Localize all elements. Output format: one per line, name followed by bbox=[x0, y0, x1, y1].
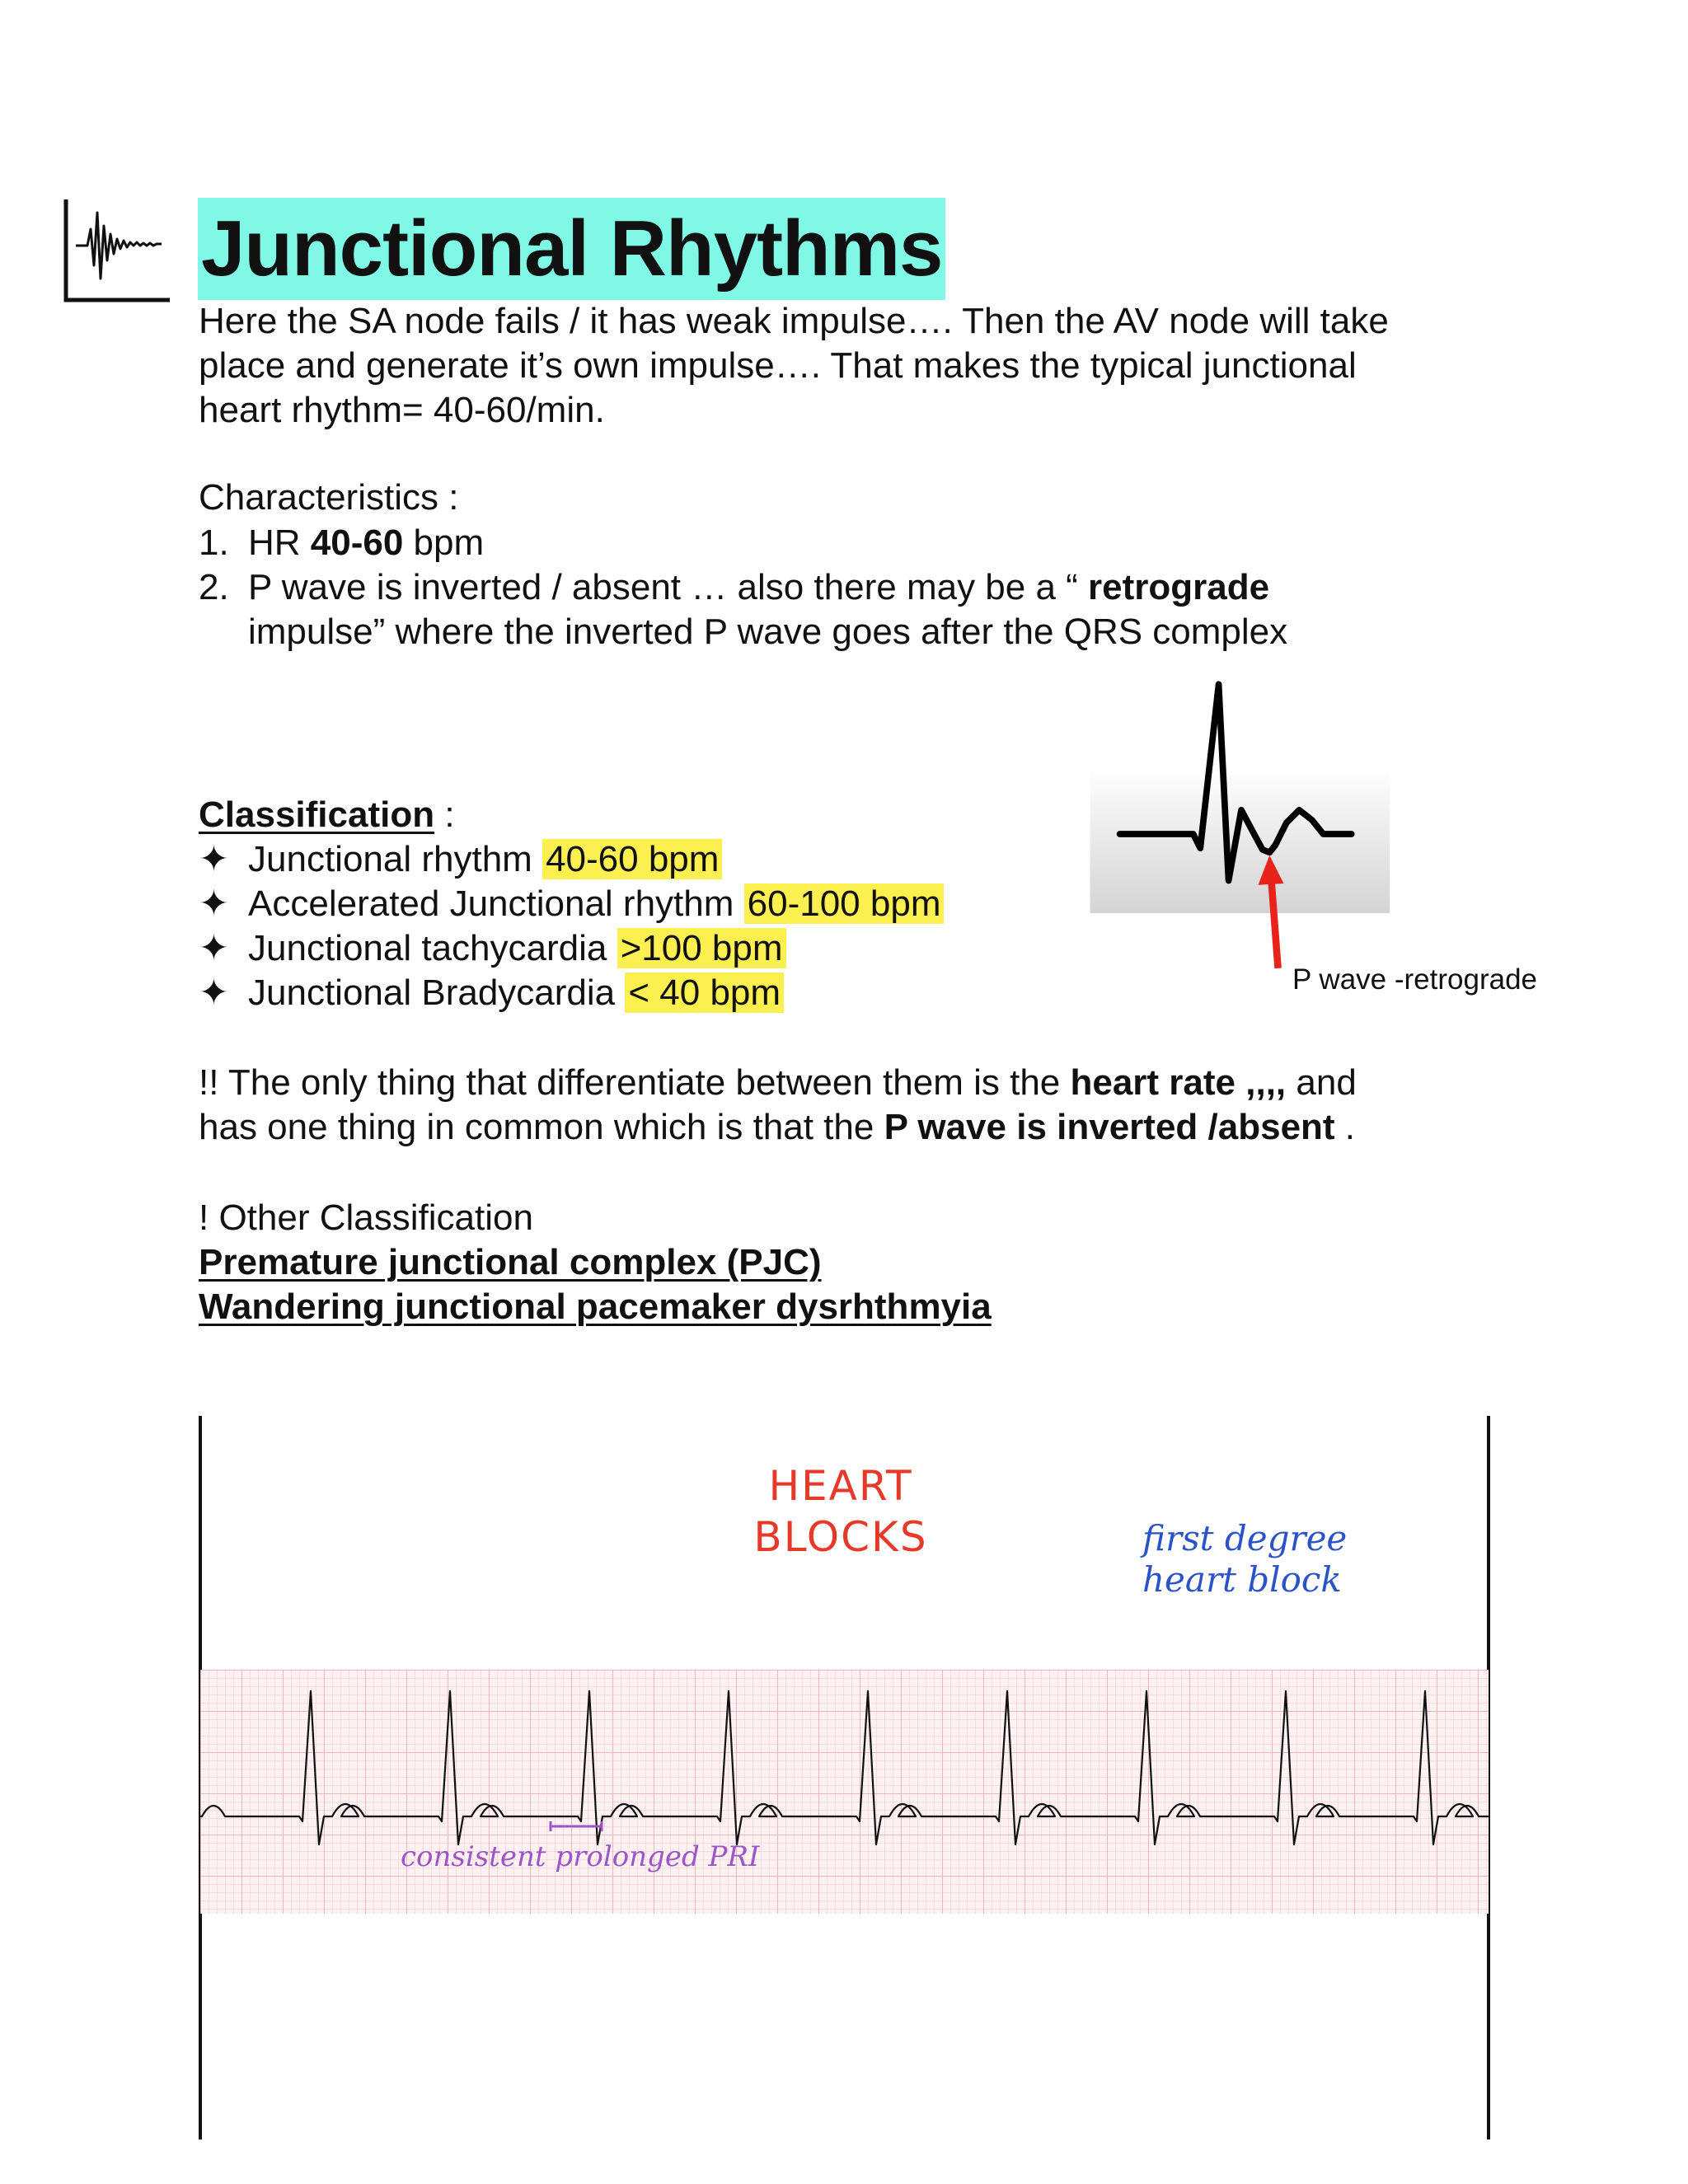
list-text: bpm bbox=[403, 523, 485, 563]
list-bold: retrograde bbox=[1088, 567, 1270, 607]
list-item bbox=[199, 837, 944, 882]
star-bullet-icon: ✦ bbox=[199, 839, 229, 879]
note-text: has one thing in common which is that the bbox=[199, 1107, 884, 1147]
rate-highlight: 40-60 bpm bbox=[542, 839, 722, 879]
star-bullet-icon: ✦ bbox=[199, 928, 229, 968]
intro-line: Here the SA node fails / it has weak impulse…. Then the AV node will take bbox=[199, 301, 1389, 341]
heart-blocks-title bbox=[742, 1460, 940, 1563]
note-bold: P wave is inverted /absent bbox=[884, 1107, 1335, 1147]
rate-highlight: 60-100 bpm bbox=[744, 883, 945, 924]
first-degree-heart-block-label bbox=[1142, 1518, 1390, 1601]
note-text: !! The only thing that differentiate between them is the bbox=[199, 1062, 1071, 1103]
classification-colon: : bbox=[434, 794, 455, 835]
heart-blocks-title-line: BLOCKS bbox=[753, 1513, 928, 1561]
rate-highlight: >100 bpm bbox=[617, 928, 786, 968]
rhythm-label: Accelerated Junctional rhythm bbox=[248, 883, 744, 924]
list-number: 2. bbox=[199, 567, 229, 607]
list-bold: 40-60 bbox=[310, 523, 404, 563]
list-item bbox=[199, 882, 944, 926]
rhythm-label: Junctional tachycardia bbox=[248, 928, 617, 968]
heart-blocks-title-line: HEART bbox=[768, 1462, 913, 1510]
pri-annotation: consistent prolonged PRI bbox=[401, 1840, 760, 1873]
intro-line: heart rhythm= 40-60/min. bbox=[199, 390, 605, 430]
wandering-pacemaker-item: Wandering junctional pacemaker dysrhthmyia bbox=[199, 1286, 992, 1327]
note-text: . bbox=[1334, 1107, 1356, 1147]
star-bullet-icon: ✦ bbox=[199, 972, 229, 1013]
intro-paragraph bbox=[199, 299, 1389, 433]
subtitle-line: heart block bbox=[1142, 1559, 1342, 1600]
note-line bbox=[199, 1105, 1357, 1150]
intro-line: place and generate it’s own impulse…. That makes the typical junctional bbox=[199, 345, 1357, 386]
list-text: P wave is inverted / absent … also there may be a “ bbox=[248, 567, 1089, 607]
other-heading: ! Other Classification bbox=[199, 1197, 533, 1238]
list-item bbox=[199, 565, 1287, 654]
list-text: impulse” where the inverted P wave goes after the QRS complex bbox=[248, 612, 1288, 652]
differentiation-note bbox=[199, 1061, 1357, 1150]
note-bold: heart rate ,,,, bbox=[1070, 1062, 1287, 1103]
page-title: Junctional Rhythms bbox=[198, 198, 945, 300]
other-classification bbox=[199, 1196, 992, 1329]
list-item bbox=[199, 971, 944, 1015]
rhythm-label: Junctional Bradycardia bbox=[248, 972, 626, 1013]
list-text: HR bbox=[248, 523, 311, 563]
classification-list bbox=[199, 837, 944, 1015]
classification-heading bbox=[199, 793, 455, 837]
rhythm-label: Junctional rhythm bbox=[248, 839, 543, 879]
list-item bbox=[199, 521, 1287, 565]
retrograde-p-wave-ecg bbox=[1065, 676, 1418, 972]
characteristics-list bbox=[199, 521, 1287, 654]
characteristics-heading: Characteristics : bbox=[199, 477, 459, 518]
star-bullet-icon: ✦ bbox=[199, 883, 229, 924]
ecg-grid bbox=[200, 1670, 1489, 1914]
rate-highlight: < 40 bpm bbox=[625, 972, 784, 1013]
list-number: 1. bbox=[199, 523, 229, 563]
note-line bbox=[199, 1061, 1357, 1105]
ecg-strip bbox=[200, 1670, 1489, 1914]
ecg-waveform-icon bbox=[63, 196, 173, 305]
subtitle-line: first degree bbox=[1142, 1518, 1348, 1558]
ecg-inset-background bbox=[1090, 766, 1390, 913]
classification-title: Classification bbox=[199, 794, 435, 835]
note-text: and bbox=[1286, 1062, 1357, 1103]
pjc-item: Premature junctional complex (PJC) bbox=[199, 1242, 822, 1282]
retrograde-label: P wave -retrograde bbox=[1292, 963, 1538, 996]
list-item bbox=[199, 926, 944, 971]
